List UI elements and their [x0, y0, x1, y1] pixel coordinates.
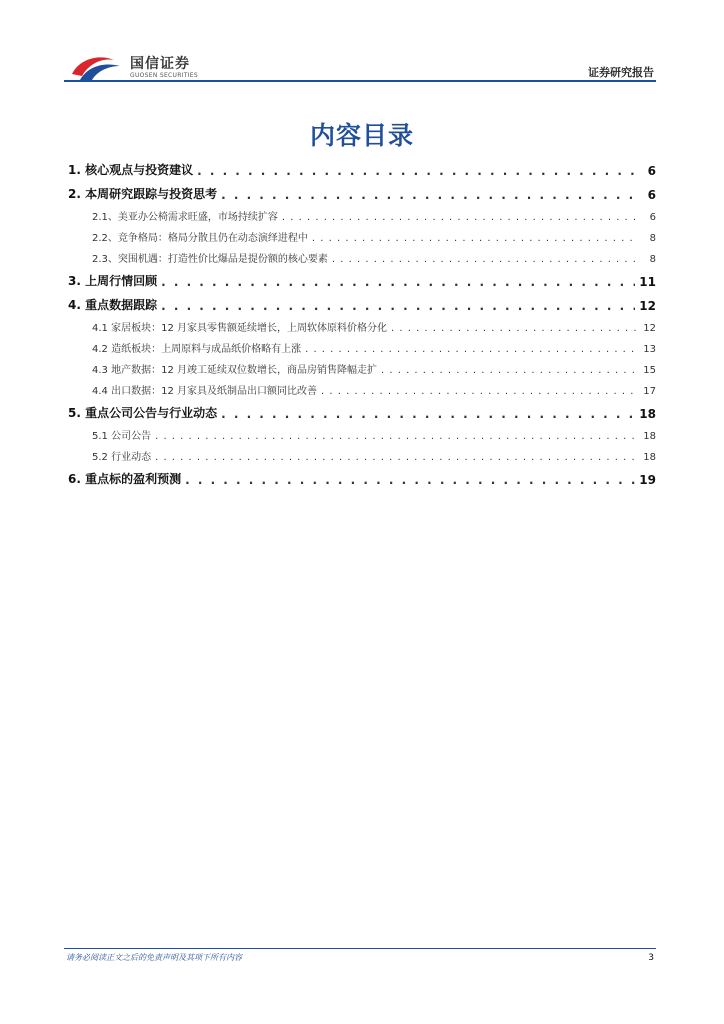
- toc-entry[interactable]: [68, 313, 656, 334]
- toc-leader-dots: [161, 299, 635, 313]
- toc-entry[interactable]: [68, 355, 656, 376]
- toc-entry[interactable]: [68, 223, 656, 244]
- toc-leader-dots: [185, 473, 635, 487]
- footer-disclaimer: 请务必阅读正文之后的免责声明及其项下所有内容: [66, 953, 242, 962]
- toc-entry[interactable]: [68, 397, 656, 421]
- toc-entry-page: 6: [649, 212, 656, 223]
- toc-entry-page: 12: [643, 323, 656, 334]
- toc-entry-text: 2.2、竞争格局：格局分散且仍在动态演绎进程中: [92, 233, 308, 244]
- toc-entry-text: 6. 重点标的盈利预测: [68, 472, 182, 486]
- toc-leader-dots: [305, 344, 638, 355]
- toc-entry-page: 11: [639, 275, 656, 289]
- toc-entry-page: 15: [643, 365, 656, 376]
- toc-leader-dots: [197, 164, 638, 178]
- toc-entry-page: 19: [639, 473, 656, 487]
- toc-leader-dots: [332, 254, 638, 265]
- toc-entry-page: 6: [647, 164, 656, 178]
- toc-entry[interactable]: [68, 421, 656, 442]
- guosen-logo: [70, 50, 230, 84]
- report-type-label: 证券研究报告: [588, 66, 654, 79]
- toc-entry-page: 8: [649, 254, 656, 265]
- toc-leader-dots: [155, 431, 638, 442]
- toc-leader-dots: [221, 188, 638, 202]
- toc-entry-text: 3. 上周行情回顾: [68, 274, 158, 288]
- toc-entry-text: 4. 重点数据跟踪: [68, 298, 158, 312]
- toc-entry-text: 4.3 地产数据：12 月竣工延续双位数增长，商品房销售降幅走扩: [92, 365, 377, 376]
- toc-entry[interactable]: [68, 289, 656, 313]
- toc-entry-page: 13: [643, 344, 656, 355]
- toc-entry-text: 4.2 造纸板块：上周原料与成品纸价格略有上涨: [92, 344, 302, 355]
- toc-leader-dots: [391, 323, 638, 334]
- guosen-logo-icon: [70, 52, 122, 82]
- toc-entry[interactable]: [68, 178, 656, 202]
- toc-entry[interactable]: [68, 202, 656, 223]
- toc-entry-page: 6: [647, 188, 656, 202]
- header-divider: [64, 80, 656, 82]
- toc-entry-text: 4.4 出口数据：12 月家具及纸制品出口额同比改善: [92, 386, 317, 397]
- toc-entry-page: 18: [639, 407, 656, 421]
- toc-leader-dots: [282, 212, 638, 223]
- toc-entry[interactable]: [68, 442, 656, 463]
- toc-entry-page: 18: [643, 431, 656, 442]
- toc-entry-text: 2.1、美亚办公椅需求旺盛，市场持续扩容: [92, 212, 278, 223]
- table-of-contents: [68, 154, 656, 487]
- toc-leader-dots: [312, 233, 638, 244]
- toc-entry[interactable]: [68, 244, 656, 265]
- toc-entry[interactable]: [68, 265, 656, 289]
- toc-entry-page: 12: [639, 299, 656, 313]
- page-number: 3: [648, 953, 654, 963]
- toc-entry-text: 1. 核心观点与投资建议: [68, 163, 194, 177]
- toc-entry-text: 5. 重点公司公告与行业动态: [68, 406, 218, 420]
- toc-entry-page: 17: [643, 386, 656, 397]
- brand-name-cn: 国信证券: [130, 56, 190, 72]
- toc-entry-page: 18: [643, 452, 656, 463]
- toc-entry-text: 4.1 家居板块：12 月家具零售额延续增长，上周软体原料价格分化: [92, 323, 387, 334]
- toc-entry[interactable]: [68, 463, 656, 487]
- toc-entry[interactable]: [68, 376, 656, 397]
- toc-leader-dots: [381, 365, 638, 376]
- footer-divider: [64, 948, 656, 949]
- toc-entry-text: 5.2 行业动态: [92, 452, 152, 463]
- toc-leader-dots: [321, 386, 638, 397]
- toc-entry-text: 5.1 公司公告: [92, 431, 152, 442]
- toc-leader-dots: [155, 452, 638, 463]
- toc-entry-text: 2.3、突围机遇：打造性价比爆品是提份额的核心要素: [92, 254, 328, 265]
- toc-leader-dots: [221, 407, 635, 421]
- toc-entry[interactable]: [68, 334, 656, 355]
- toc-title: 内容目录: [309, 121, 414, 150]
- toc-entry-text: 2. 本周研究跟踪与投资思考: [68, 187, 218, 201]
- toc-entry-page: 8: [649, 233, 656, 244]
- toc-entry[interactable]: [68, 154, 656, 178]
- toc-leader-dots: [161, 275, 635, 289]
- brand-name-en: GUOSEN SECURITIES: [130, 72, 199, 79]
